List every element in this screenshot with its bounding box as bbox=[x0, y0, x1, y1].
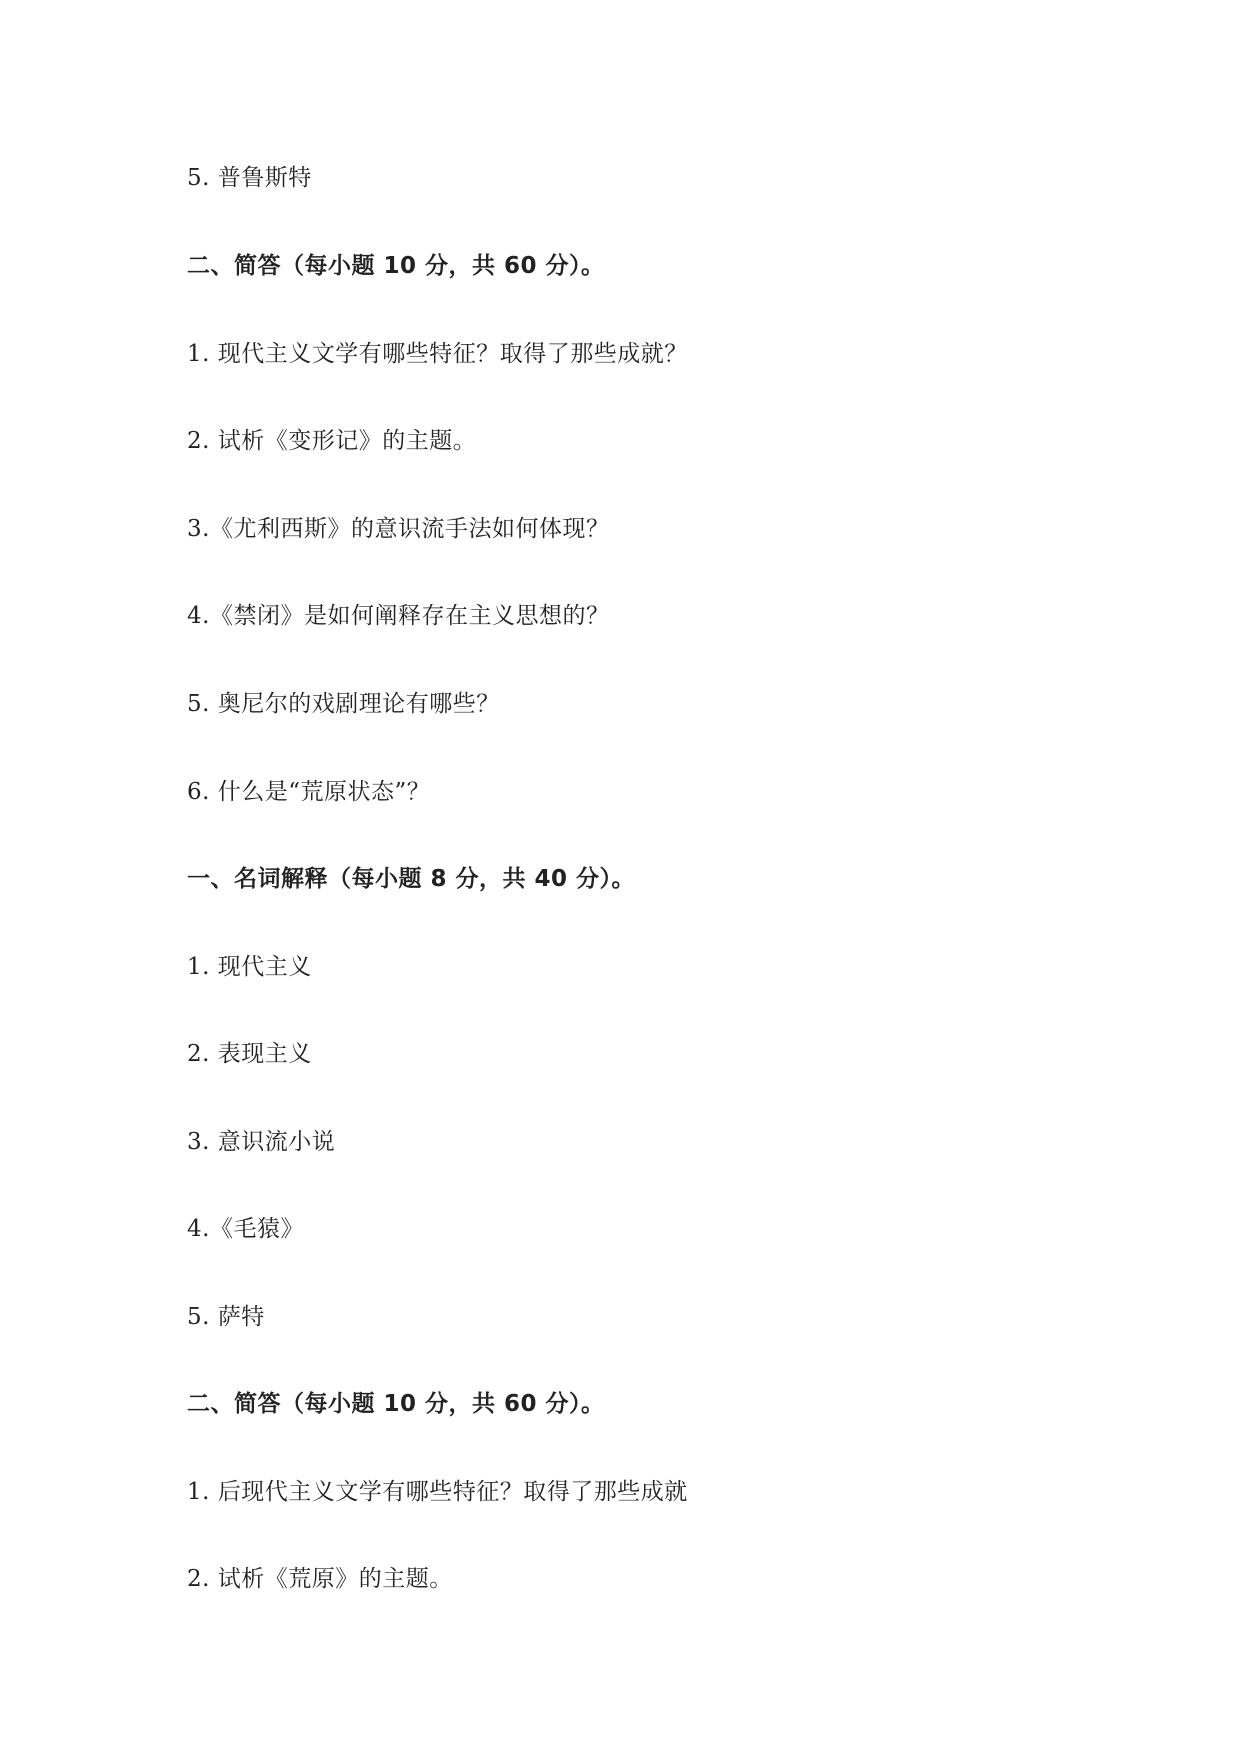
question-item: 4.《禁闭》是如何阐释存在主义思想的？ bbox=[187, 603, 610, 629]
term-item: 3. 意识流小说 bbox=[187, 1129, 336, 1155]
item-proust: 5. 普鲁斯特 bbox=[187, 165, 312, 191]
term-item: 1. 现代主义 bbox=[187, 954, 312, 980]
term-item: 4.《毛猿》 bbox=[187, 1216, 304, 1242]
question-item: 1. 后现代主义文学有哪些特征？取得了那些成就 bbox=[187, 1479, 688, 1505]
term-item: 5. 萨特 bbox=[187, 1304, 265, 1330]
term-item: 2. 表现主义 bbox=[187, 1041, 312, 1067]
question-item: 5. 奥尼尔的戏剧理论有哪些？ bbox=[187, 691, 500, 717]
question-item: 2. 试析《变形记》的主题。 bbox=[187, 428, 477, 454]
section-heading-short-answer: 二、简答（每小题 10 分，共 60 分）。 bbox=[187, 1391, 605, 1417]
question-item: 3.《尤利西斯》的意识流手法如何体现？ bbox=[187, 516, 610, 542]
question-item: 1. 现代主义文学有哪些特征？取得了那些成就？ bbox=[187, 341, 688, 367]
section-heading-short-answer: 二、简答（每小题 10 分，共 60 分）。 bbox=[187, 253, 605, 279]
question-item: 2. 试析《荒原》的主题。 bbox=[187, 1566, 453, 1592]
question-item: 6. 什么是“荒原状态”？ bbox=[187, 779, 431, 805]
section-heading-term-explanation: 一、名词解释（每小题 8 分，共 40 分）。 bbox=[187, 866, 636, 892]
